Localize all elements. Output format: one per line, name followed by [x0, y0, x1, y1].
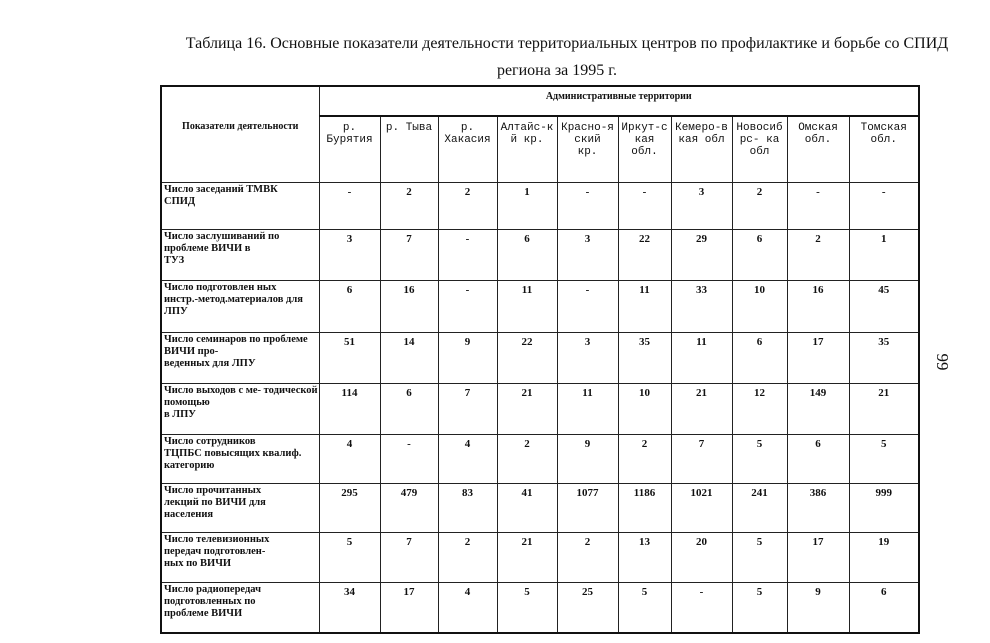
table-cell: -	[618, 183, 671, 230]
table-cell: -	[557, 183, 618, 230]
table-cell: 1021	[671, 484, 732, 533]
table-cell: 83	[438, 484, 497, 533]
table-row	[161, 384, 919, 435]
table-cell: 17	[787, 533, 849, 583]
table-cell: 51	[319, 333, 380, 384]
table-cell: 241	[732, 484, 787, 533]
table-cell: 6	[380, 384, 438, 435]
table-cell: 25	[557, 583, 618, 634]
table-cell: 17	[380, 583, 438, 634]
table-cell: 6	[849, 583, 919, 634]
admin-territories-header: Административные территории	[319, 86, 919, 116]
row-label: Число телевизионных передач подготовлен- ных по ВИЧИ	[161, 533, 319, 583]
table-cell: 33	[671, 281, 732, 333]
table-row	[161, 583, 919, 634]
table-cell: -	[438, 281, 497, 333]
table-cell: 16	[787, 281, 849, 333]
indicator-column-header: Показатели деятельности	[161, 86, 319, 183]
table-cell: 21	[849, 384, 919, 435]
table-cell: 6	[787, 435, 849, 484]
table-cell: 14	[380, 333, 438, 384]
table-cell: 2	[497, 435, 557, 484]
table-cell: -	[380, 435, 438, 484]
table-cell: 35	[618, 333, 671, 384]
table-cell: 4	[438, 435, 497, 484]
table-cell: -	[671, 583, 732, 634]
table-cell: 5	[732, 435, 787, 484]
table-cell: 6	[497, 230, 557, 281]
table-cell: 9	[787, 583, 849, 634]
table-row	[161, 183, 919, 230]
table-cell: 22	[618, 230, 671, 281]
column-header: Алтайс-к й кр.	[497, 116, 557, 183]
table-cell: 2	[732, 183, 787, 230]
table-cell: 2	[787, 230, 849, 281]
table-cell: 7	[380, 533, 438, 583]
row-label: Число заседаний ТМВК СПИД	[161, 183, 319, 230]
page-number: 99	[933, 353, 952, 371]
table-cell: 7	[438, 384, 497, 435]
table-cell: 20	[671, 533, 732, 583]
table-cell: 45	[849, 281, 919, 333]
table-cell: 41	[497, 484, 557, 533]
indicators-table	[160, 85, 920, 634]
table-cell: 21	[497, 533, 557, 583]
table-cell: 22	[497, 333, 557, 384]
table-cell: 17	[787, 333, 849, 384]
table-row	[161, 230, 919, 281]
table-cell: 21	[671, 384, 732, 435]
column-header: Иркут-с кая обл.	[618, 116, 671, 183]
column-header: Красно-я ский кр.	[557, 116, 618, 183]
table-cell: 35	[849, 333, 919, 384]
table-row	[161, 484, 919, 533]
table-title-line2: региона за 1995 г.	[496, 62, 618, 79]
table-cell: 2	[618, 435, 671, 484]
table-cell: 10	[732, 281, 787, 333]
table-cell: 3	[557, 333, 618, 384]
table-cell: 2	[557, 533, 618, 583]
table-cell: 1	[497, 183, 557, 230]
table-cell: -	[557, 281, 618, 333]
table-cell: 1	[849, 230, 919, 281]
table-cell: 5	[732, 533, 787, 583]
table-cell: 5	[732, 583, 787, 634]
table-cell: 999	[849, 484, 919, 533]
table-cell: -	[438, 230, 497, 281]
table-cell: 5	[319, 533, 380, 583]
table-cell: 11	[557, 384, 618, 435]
table-cell: 6	[732, 230, 787, 281]
table-row	[161, 281, 919, 333]
table-cell: 114	[319, 384, 380, 435]
table-cell: 4	[438, 583, 497, 634]
row-label: Число подготовлен ных инстр.-метод.материалов для ЛПУ	[161, 281, 319, 333]
table-cell: 2	[438, 533, 497, 583]
row-label: Число заслушиваний по проблеме ВИЧИ в ТУЗ	[161, 230, 319, 281]
column-header: Новосиб рс- ка обл	[732, 116, 787, 183]
table-cell: 12	[732, 384, 787, 435]
table-cell: 5	[618, 583, 671, 634]
table-cell: 295	[319, 484, 380, 533]
table-cell: 5	[497, 583, 557, 634]
table-cell: 9	[557, 435, 618, 484]
row-label: Число выходов с ме- тодической помощью в ЛПУ	[161, 384, 319, 435]
table-cell: 3	[319, 230, 380, 281]
table-cell: 11	[618, 281, 671, 333]
table-cell: 10	[618, 384, 671, 435]
table-cell: 7	[671, 435, 732, 484]
row-label: Число сотрудников ТЦПБС повысящих квалиф. категорию	[161, 435, 319, 484]
column-header: р. Тыва	[380, 116, 438, 183]
table-cell: 29	[671, 230, 732, 281]
table-cell: 2	[380, 183, 438, 230]
table-row	[161, 333, 919, 384]
table-cell: 479	[380, 484, 438, 533]
row-label: Число прочитанных лекций по ВИЧИ для населения	[161, 484, 319, 533]
table-cell: 7	[380, 230, 438, 281]
row-label: Число радиопередач подготовленных по проблеме ВИЧИ	[161, 583, 319, 634]
table-cell: -	[849, 183, 919, 230]
table-cell: 21	[497, 384, 557, 435]
table-cell: -	[319, 183, 380, 230]
table-cell: 16	[380, 281, 438, 333]
table-header-row	[161, 86, 919, 116]
table-cell: -	[787, 183, 849, 230]
table-cell: 4	[319, 435, 380, 484]
table-cell: 6	[732, 333, 787, 384]
table-cell: 386	[787, 484, 849, 533]
table-cell: 6	[319, 281, 380, 333]
table-cell: 1186	[618, 484, 671, 533]
table-cell: 2	[438, 183, 497, 230]
table-row	[161, 435, 919, 484]
table-cell: 1077	[557, 484, 618, 533]
column-header: р. Бурятия	[319, 116, 380, 183]
table-cell: 9	[438, 333, 497, 384]
table-cell: 19	[849, 533, 919, 583]
table-cell: 149	[787, 384, 849, 435]
table-cell: 3	[557, 230, 618, 281]
table-cell: 3	[671, 183, 732, 230]
table-cell: 13	[618, 533, 671, 583]
table-cell: 34	[319, 583, 380, 634]
column-header: р. Хакасия	[438, 116, 497, 183]
column-header: Кемеро-в кая обл	[671, 116, 732, 183]
row-label: Число семинаров по проблеме ВИЧИ про- веденных для ЛПУ	[161, 333, 319, 384]
table-cell: 11	[497, 281, 557, 333]
column-header: Томская обл.	[849, 116, 919, 183]
table-title-line1: Таблица 16. Основные показатели деятельности территориальных центров по профилактике и борьбе со СПИД	[185, 35, 949, 52]
column-header: Омская обл.	[787, 116, 849, 183]
table-cell: 5	[849, 435, 919, 484]
table-cell: 11	[671, 333, 732, 384]
table-row	[161, 533, 919, 583]
